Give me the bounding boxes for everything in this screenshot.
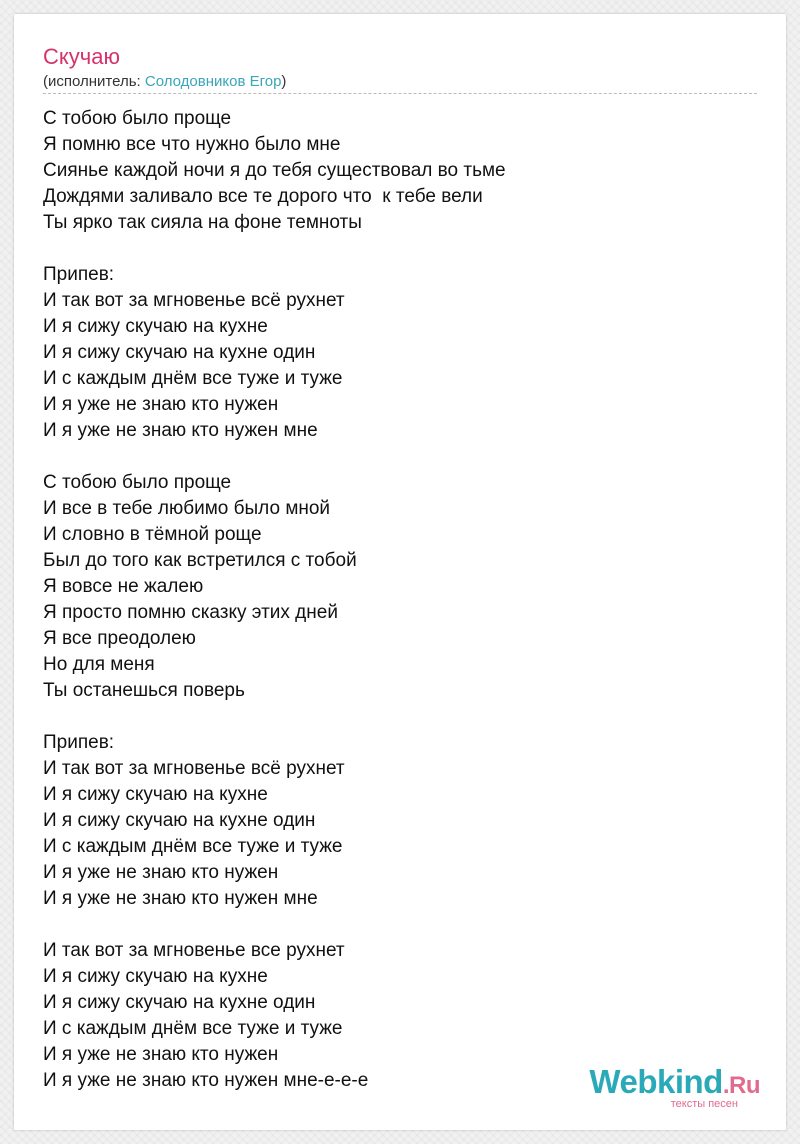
lyric-line: И я уже не знаю кто нужен мне bbox=[43, 420, 318, 441]
brand-logo[interactable] bbox=[589, 1064, 760, 1110]
artist-suffix: ) bbox=[281, 73, 287, 90]
lyric-line: И так вот за мгновенье всё рухнет bbox=[43, 758, 345, 779]
brand-tagline: тексты песен bbox=[670, 1098, 738, 1110]
lyric-line: И так вот за мгновенье всё рухнет bbox=[43, 290, 345, 311]
lyric-line: Я просто помню сказку этих дней bbox=[43, 602, 338, 623]
lyric-line: И я уже не знаю кто нужен bbox=[43, 394, 279, 415]
lyric-line: И я сижу скучаю на кухне один bbox=[43, 992, 316, 1013]
lyric-line: Припев: bbox=[43, 732, 115, 753]
lyric-line: И я уже не знаю кто нужен мне-е-е-е bbox=[43, 1070, 369, 1091]
lyric-line: Я помню все что нужно было мне bbox=[43, 134, 341, 155]
lyric-line: И я уже не знаю кто нужен bbox=[43, 1044, 279, 1065]
lyric-line: И с каждым днём все туже и туже bbox=[43, 368, 343, 389]
stanza-break bbox=[43, 912, 763, 938]
lyric-line: Был до того как встретился с тобой bbox=[43, 550, 357, 571]
brand-tld: .Ru bbox=[722, 1072, 760, 1099]
lyric-line: И я сижу скучаю на кухне bbox=[43, 316, 268, 337]
lyrics-text bbox=[43, 106, 763, 1094]
lyric-line: Припев: bbox=[43, 264, 115, 285]
artist-line bbox=[43, 73, 286, 91]
stanza-break bbox=[43, 444, 763, 470]
song-title: Скучаю bbox=[43, 44, 120, 69]
lyric-line: Ты ярко так сияла на фоне темноты bbox=[43, 212, 362, 233]
lyric-line: Дождями заливало все те дорого что к тебе вели bbox=[43, 186, 483, 207]
lyric-line: И я сижу скучаю на кухне один bbox=[43, 810, 316, 831]
lyrics-sheet bbox=[14, 14, 786, 1130]
artist-link[interactable]: Солодовников Егор bbox=[144, 73, 282, 90]
lyric-line: И я сижу скучаю на кухне один bbox=[43, 342, 316, 363]
lyric-line: С тобою было проще bbox=[43, 472, 232, 493]
lyric-line: Я все преодолею bbox=[43, 628, 196, 649]
artist-prefix: (исполнитель: bbox=[43, 73, 145, 90]
lyric-line: Сиянье каждой ночи я до тебя существовал во тьме bbox=[43, 160, 506, 181]
lyric-line: И я уже не знаю кто нужен мне bbox=[43, 888, 318, 909]
lyric-line: И я сижу скучаю на кухне bbox=[43, 966, 268, 987]
dashed-divider bbox=[43, 93, 757, 94]
lyric-line: С тобою было проще bbox=[43, 108, 232, 129]
lyric-line: И все в тебе любимо было мной bbox=[43, 498, 331, 519]
lyric-line: И с каждым днём все туже и туже bbox=[43, 1018, 343, 1039]
lyric-line: Я вовсе не жалею bbox=[43, 576, 204, 597]
lyric-line: И так вот за мгновенье все рухнет bbox=[43, 940, 345, 961]
lyric-line: Но для меня bbox=[43, 654, 155, 675]
stanza-break bbox=[43, 704, 763, 730]
brand-name: Webkind bbox=[589, 1063, 723, 1100]
lyric-line: И я уже не знаю кто нужен bbox=[43, 862, 279, 883]
lyric-line: Ты останешься поверь bbox=[43, 680, 245, 701]
lyric-line: И с каждым днём все туже и туже bbox=[43, 836, 343, 857]
lyric-line: И словно в тёмной роще bbox=[43, 524, 262, 545]
lyric-line: И я сижу скучаю на кухне bbox=[43, 784, 268, 805]
stanza-break bbox=[43, 236, 763, 262]
